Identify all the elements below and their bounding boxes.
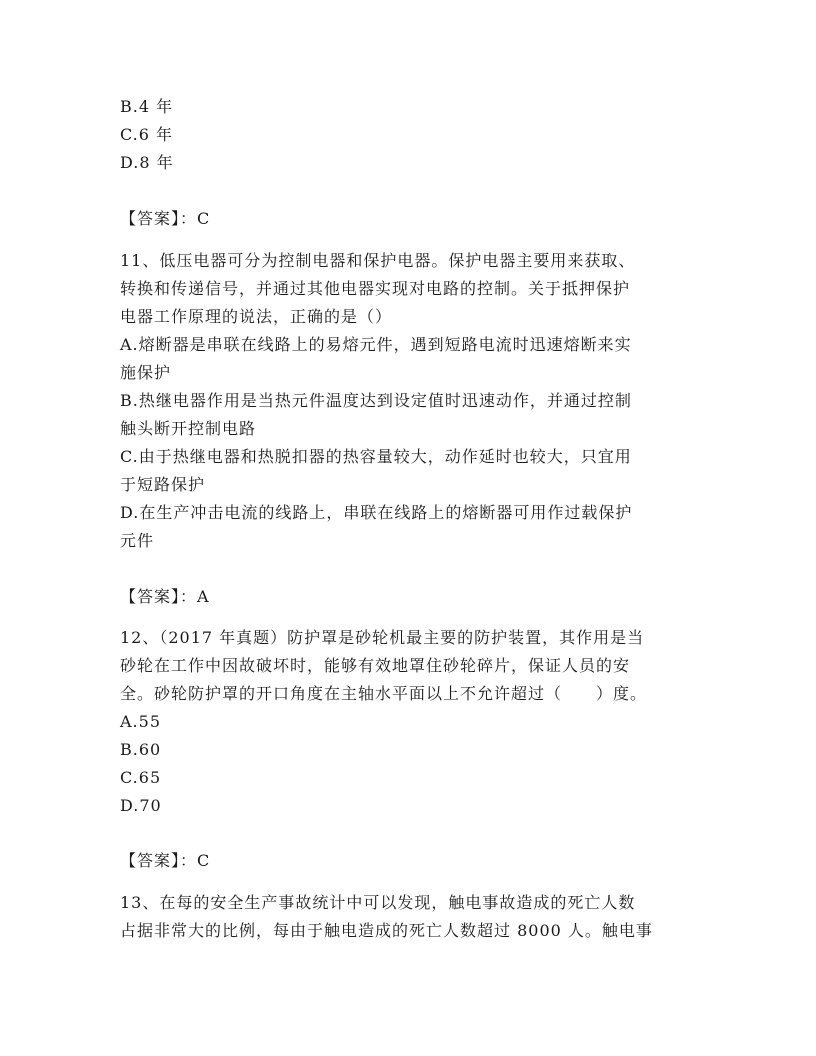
q11-stem-line-1: 11、低压电器可分为控制电器和保护电器。保护电器主要用来获取、 <box>120 251 636 270</box>
q12-stem-line-2: 砂轮在工作中因故破坏时，能够有效地罩住砂轮碎片，保证人员的安 <box>120 656 631 675</box>
q11-option-c-line-2: 于短路保护 <box>120 475 206 494</box>
q11-stem-line-3: 电器工作原理的说法，正确的是（） <box>120 307 393 326</box>
q11-option-b-line-1: B.热继电器作用是当热元件温度达到设定值时迅速动作，并通过控制 <box>120 391 632 410</box>
q13-stem-line-2: 占据非常大的比例，每由于触电造成的死亡人数超过 8000 人。触电事 <box>120 921 653 940</box>
q12-stem-line-1: 12、（2017 年真题）防护罩是砂轮机最主要的防护装置，其作用是当 <box>120 628 645 647</box>
q11-option-d-line-1: D.在生产冲击电流的线路上，串联在线路上的熔断器可用作过载保护 <box>120 503 633 522</box>
q11-option-a-line-2: 施保护 <box>120 363 172 382</box>
q10-option-d: D.8 年 <box>120 153 174 172</box>
q11-option-b-line-2: 触头断开控制电路 <box>120 419 257 438</box>
q11-option-a-line-1: A.熔断器是串联在线路上的易熔元件，遇到短路电流时迅速熔断来实 <box>120 335 632 354</box>
q11-option-d-line-2: 元件 <box>120 531 155 550</box>
q10-option-c: C.6 年 <box>120 125 174 144</box>
q12-answer: 【答案】：C <box>120 851 211 870</box>
q12-option-b: B.60 <box>120 740 162 759</box>
q12-option-c: C.65 <box>120 768 162 787</box>
q12-option-d: D.70 <box>120 796 162 815</box>
q11-answer: 【答案】：A <box>120 587 210 606</box>
q12-stem-line-3: 全。砂轮防护罩的开口角度在主轴水平面以上不允许超过（ ）度。 <box>120 684 648 703</box>
q11-stem-line-2: 转换和传递信号，并通过其他电器实现对电路的控制。关于抵押保护 <box>120 279 631 298</box>
q12-option-a: A.55 <box>120 712 161 731</box>
q10-answer: 【答案】：C <box>120 209 211 228</box>
q13-stem-line-1: 13、在每的安全生产事故统计中可以发现，触电事故造成的死亡人数 <box>120 893 636 912</box>
q11-option-c-line-1: C.由于热继电器和热脱扣器的热容量较大，动作延时也较大，只宜用 <box>120 447 632 466</box>
q10-option-b: B.4 年 <box>120 97 174 116</box>
